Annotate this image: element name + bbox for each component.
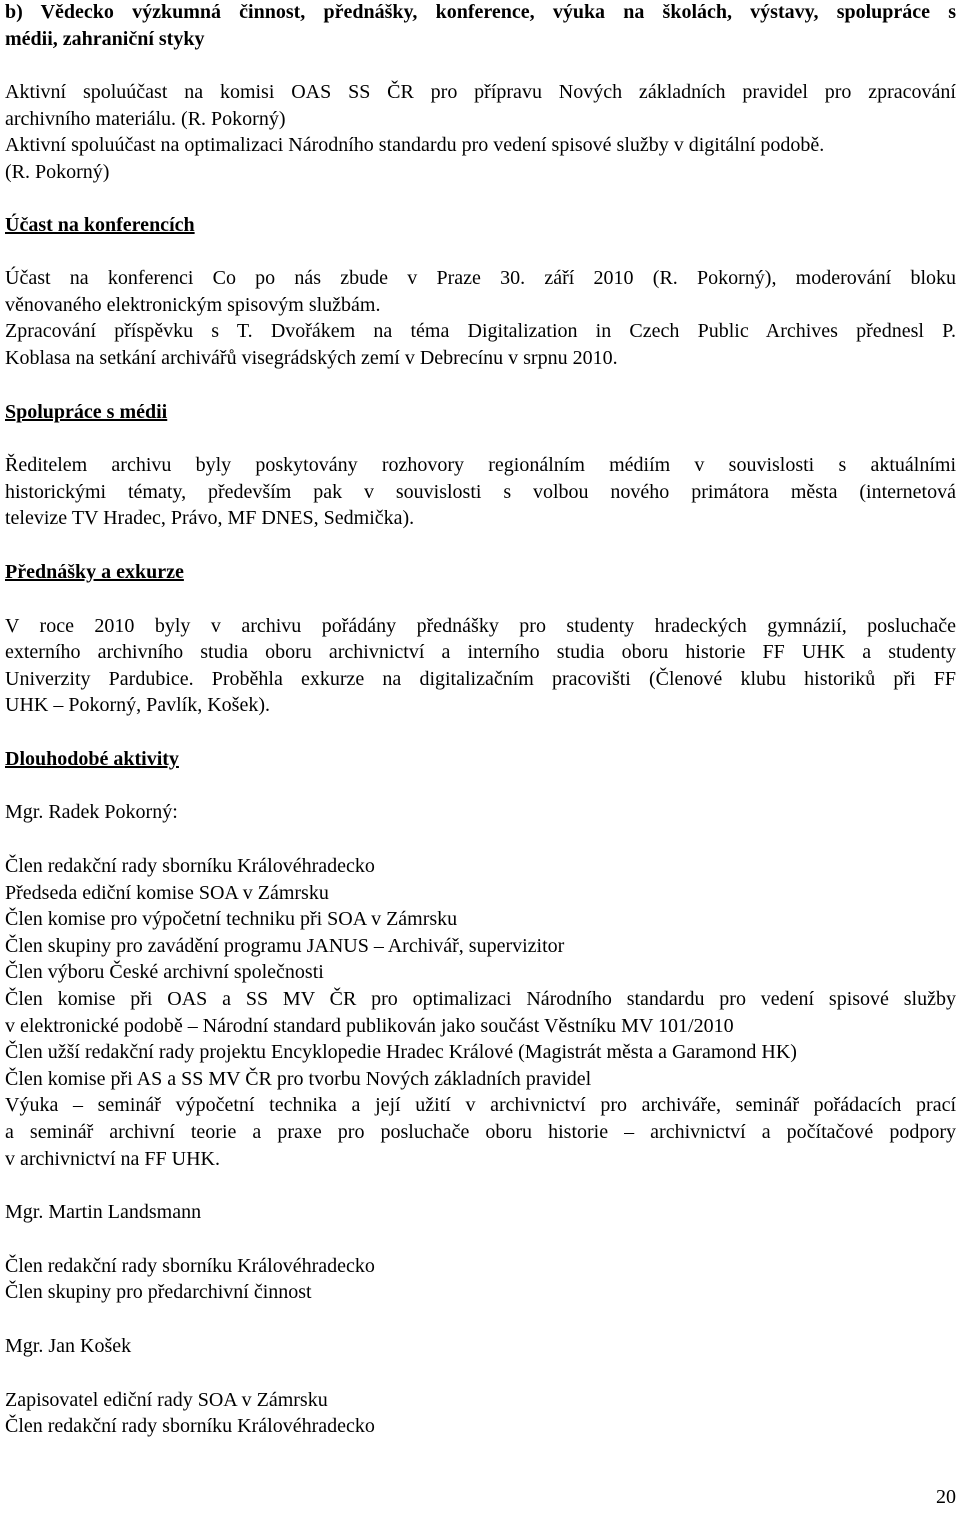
media-line-3: televize TV Hradec, Právo, MF DNES, Sedmička).	[5, 507, 415, 530]
lectures-line-3: Univerzity Pardubice. Proběhla exkurze na digitalizačním pracovišti (Členové klubu historiků při FF	[5, 667, 956, 690]
list-item: Předseda ediční komise SOA v Zámrsku	[5, 881, 329, 904]
list-item: a seminář archivní teorie a praxe pro posluchače oboru historie – archivnictví a počítačové podpory	[5, 1121, 956, 1143]
list-item: Člen skupiny pro předarchivní činnost	[5, 1281, 312, 1304]
media-paragraph	[5, 452, 956, 532]
section-heading-line-1: b) Vědecko výzkumná činnost, přednášky, konference, výuka na školách, výstavy, spolupráce s	[5, 1, 956, 23]
pokorny-name: Mgr. Radek Pokorný:	[5, 801, 178, 824]
list-item: Člen redakční rady sborníku Královéhradecko	[5, 855, 375, 878]
long-term-heading: Dlouhodobé aktivity	[5, 747, 179, 770]
intro-line-2: archivního materiálu. (R. Pokorný)	[5, 107, 286, 130]
list-item: Člen redakční rady sborníku Královéhradecko	[5, 1254, 375, 1277]
list-item: v elektronické podobě – Národní standard publikován jako součást Věstníku MV 101/2010	[5, 1014, 734, 1037]
section-heading-line-2: médii, zahraniční styky	[5, 27, 205, 50]
list-item: Člen komise při AS a SS MV ČR pro tvorbu Nových základních pravidel	[5, 1067, 592, 1090]
media-heading: Spolupráce s médii	[5, 400, 168, 423]
list-item: Zapisovatel ediční rady SOA v Zámrsku	[5, 1388, 328, 1411]
list-item: Člen výboru České archivní společnosti	[5, 961, 324, 984]
document-page	[5, 0, 956, 1440]
list-item: v archivnictví na FF UHK.	[5, 1147, 220, 1170]
kosek-list	[5, 1387, 956, 1440]
kosek-name: Mgr. Jan Košek	[5, 1334, 132, 1357]
conferences-line-1: Účast na konferenci Co po nás zbude v Praze 30. září 2010 (R. Pokorný), moderování bloku	[5, 267, 956, 290]
intro-line-4: (R. Pokorný)	[5, 160, 110, 183]
intro-line-1: Aktivní spoluúčast na komisi OAS SS ČR pro přípravu Nových základních pravidel pro zpracování	[5, 81, 956, 104]
intro-paragraph	[5, 79, 956, 185]
lectures-heading: Přednášky a exkurze	[5, 560, 184, 583]
conferences-heading: Účast na konferencích	[5, 213, 195, 236]
conferences-line-3: Zpracování příspěvku s T. Dvořákem na téma Digitalization in Czech Public Archives přednesl P.	[5, 320, 956, 343]
lectures-line-2: externího archivního studia oboru archivnictví a interního studia oboru historie FF UHK a studenty	[5, 641, 956, 664]
landsmann-name: Mgr. Martin Landsmann	[5, 1201, 202, 1224]
landsmann-list	[5, 1253, 956, 1306]
list-item: Člen komise pro výpočetní techniku při SOA v Zámrsku	[5, 908, 458, 931]
list-item: Člen užší redakční rady projektu Encyklopedie Hradec Králové (Magistrát města a Garamond HK)	[5, 1041, 797, 1064]
conferences-line-4: Koblasa na setkání archivářů visegrádských zemí v Debrecínu v srpnu 2010.	[5, 346, 618, 369]
conferences-line-2: věnovaného elektronickým spisovým službám.	[5, 293, 381, 316]
media-line-2: historickými tématy, především pak v souvislosti s volbou nového primátora města (internetová	[5, 480, 956, 503]
list-item: Člen skupiny pro zavádění programu JANUS – Archivář, supervizitor	[5, 934, 565, 957]
list-item: Výuka – seminář výpočetní technika a její užití v archivnictví pro archiváře, seminář pořádacích prací	[5, 1094, 956, 1117]
list-item: Člen redakční rady sborníku Královéhradecko	[5, 1415, 375, 1438]
page-number: 20	[936, 1486, 956, 1509]
list-item: Člen komise při OAS a SS MV ČR pro optimalizaci Národního standardu pro vedení spisové služby	[5, 988, 956, 1011]
lectures-line-4: UHK – Pokorný, Pavlík, Košek).	[5, 694, 270, 717]
media-line-1: Ředitelem archivu byly poskytovány rozhovory regionálním médiím v souvislosti s aktuálními	[5, 454, 956, 477]
conferences-paragraph	[5, 265, 956, 371]
intro-line-3: Aktivní spoluúčast na optimalizaci Národního standardu pro vedení spisové služby v digitální podobě.	[5, 134, 825, 157]
pokorny-list	[5, 853, 956, 1172]
lectures-paragraph	[5, 613, 956, 719]
lectures-line-1: V roce 2010 byly v archivu pořádány přednášky pro studenty hradeckých gymnázií, posluchače	[5, 614, 956, 637]
section-heading	[5, 0, 956, 52]
